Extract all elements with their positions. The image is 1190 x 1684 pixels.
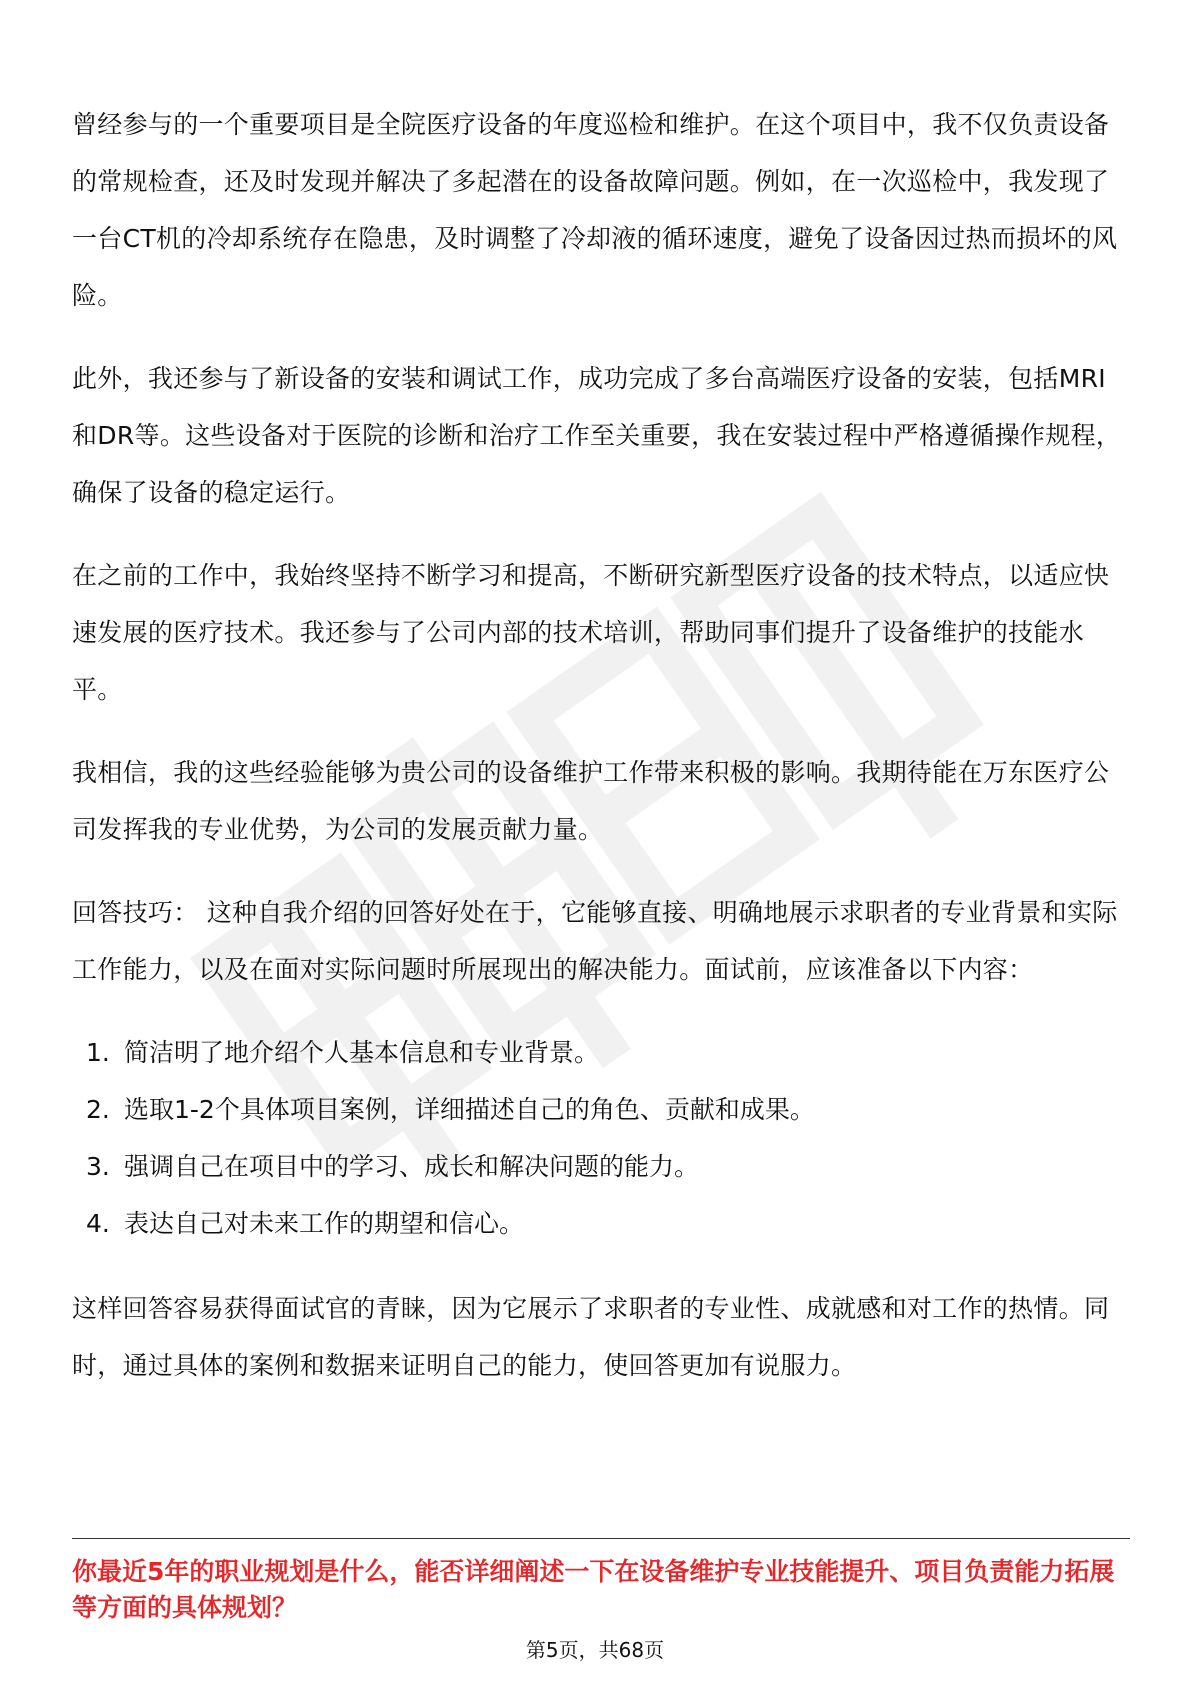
section-divider (72, 1538, 1130, 1539)
paragraph-conclusion: 我相信，我的这些经验能够为贵公司的设备维护工作带来积极的影响。我期待能在万东医疗公司发挥我的专业优势，为公司的发展贡献力量。 (72, 758, 1110, 844)
list-item-text: 强调自己在项目中的学习、成长和解决问题的能力。 (124, 1152, 700, 1181)
paragraph-installation: 此外，我还参与了新设备的安装和调试工作，成功完成了多台高端医疗设备的安装，包括MRI和DR等。这些设备对于医院的诊断和治疗工作至关重要，我在安装过程中严格遵循操作规程，确保了设备的稳定运行。 (72, 364, 1122, 507)
list-item (72, 1024, 1130, 1081)
document-body (72, 96, 1130, 1420)
paragraph-learning: 在之前的工作中，我始终坚持不断学习和提高，不断研究新型医疗设备的技术特点，以适应快速发展的医疗技术。我还参与了公司内部的技术培训，帮助同事们提升了设备维护的技能水平。 (72, 561, 1110, 704)
list-item-number: 4. (86, 1209, 110, 1238)
paragraph-project: 曾经参与的一个重要项目是全院医疗设备的年度巡检和维护。在这个项目中，我不仅负责设备的常规检查，还及时发现并解决了多起潜在的设备故障问题。例如，在一次巡检中，我发现了一台CT机的冷却系统存在隐患，及时调整了冷却液的循环速度，避免了设备因过热而损坏的风险。 (72, 110, 1118, 310)
next-question-heading: 你最近5年的职业规划是什么，能否详细阐述一下在设备维护专业技能提升、项目负责能力拓展等方面的具体规划？ (72, 1557, 1115, 1622)
list-item-number: 1. (86, 1038, 110, 1067)
page-number-label: 第5页，共68页 (525, 1638, 665, 1662)
list-item (72, 1195, 1130, 1252)
page-footer (0, 1636, 1190, 1664)
list-item (72, 1081, 1130, 1138)
tips-list (72, 1024, 1130, 1252)
list-item-text: 选取1-2个具体项目案例，详细描述自己的角色、贡献和成果。 (124, 1095, 815, 1124)
paragraph-answer-tips: 回答技巧： 这种自我介绍的回答好处在于，它能够直接、明确地展示求职者的专业背景和实际工作能力，以及在面对实际问题时所展现出的解决能力。面试前，应该准备以下内容： (72, 898, 1118, 984)
list-item-number: 2. (86, 1095, 110, 1124)
list-item-number: 3. (86, 1152, 110, 1181)
paragraph-closing: 这样回答容易获得面试官的青睐，因为它展示了求职者的专业性、成就感和对工作的热情。同时，通过具体的案例和数据来证明自己的能力，使回答更加有说服力。 (72, 1294, 1110, 1380)
list-item-text: 简洁明了地介绍个人基本信息和专业背景。 (124, 1038, 600, 1067)
list-item-text: 表达自己对未来工作的期望和信心。 (124, 1209, 525, 1238)
list-item (72, 1138, 1130, 1195)
